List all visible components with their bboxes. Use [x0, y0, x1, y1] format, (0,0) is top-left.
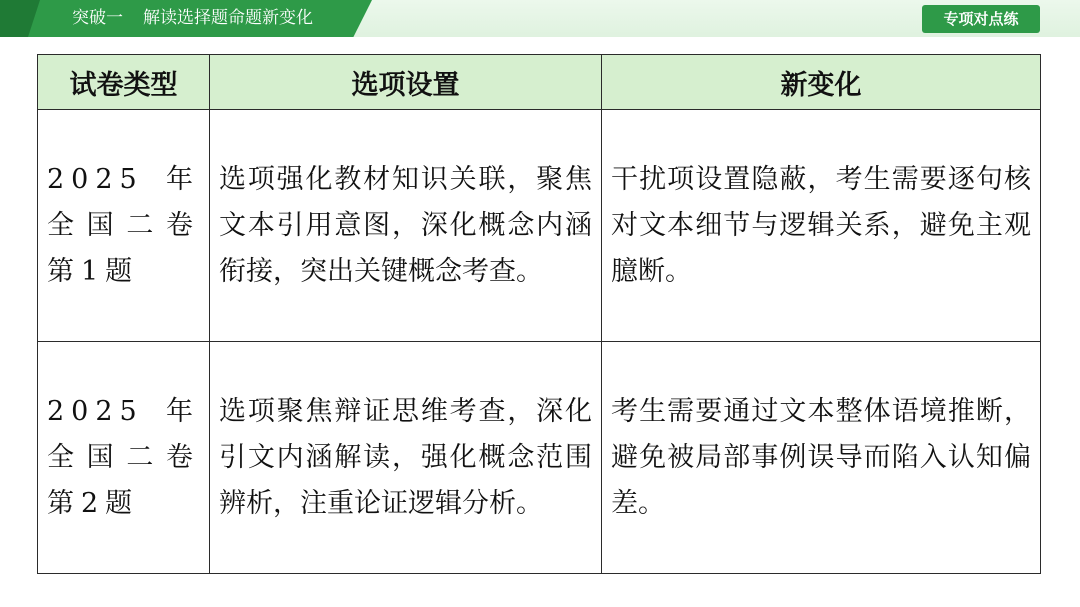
column-header-options: 选项设置 — [210, 55, 602, 110]
column-header-exam-type: 试卷类型 — [38, 55, 210, 110]
practice-button[interactable]: 专项对点练 — [922, 5, 1040, 33]
table-row — [38, 342, 1041, 574]
section-tab-marker — [0, 0, 40, 37]
table-row — [38, 110, 1041, 342]
exam-type-cell: 2025年全国二卷第2题 — [38, 342, 210, 574]
change-cell: 考生需要通过文本整体语境推断，避免被局部事例误导而陷入认知偏差。 — [602, 342, 1041, 574]
top-bar — [0, 0, 1080, 37]
section-title: 解读选择题命题新变化 — [143, 8, 313, 28]
section-label: 突破一 — [72, 8, 123, 28]
options-cell: 选项聚焦辩证思维考查，深化引文内涵解读，强化概念范围辨析，注重论证逻辑分析。 — [210, 342, 602, 574]
change-cell: 干扰项设置隐蔽，考生需要逐句核对文本细节与逻辑关系，避免主观臆断。 — [602, 110, 1041, 342]
exam-type-cell: 2025年全国二卷第1题 — [38, 110, 210, 342]
table-header-row — [38, 55, 1041, 110]
comparison-table — [37, 54, 1041, 574]
column-header-change: 新变化 — [602, 55, 1041, 110]
options-cell: 选项强化教材知识关联，聚焦文本引用意图，深化概念内涵衔接，突出关键概念考查。 — [210, 110, 602, 342]
section-heading — [72, 0, 313, 37]
